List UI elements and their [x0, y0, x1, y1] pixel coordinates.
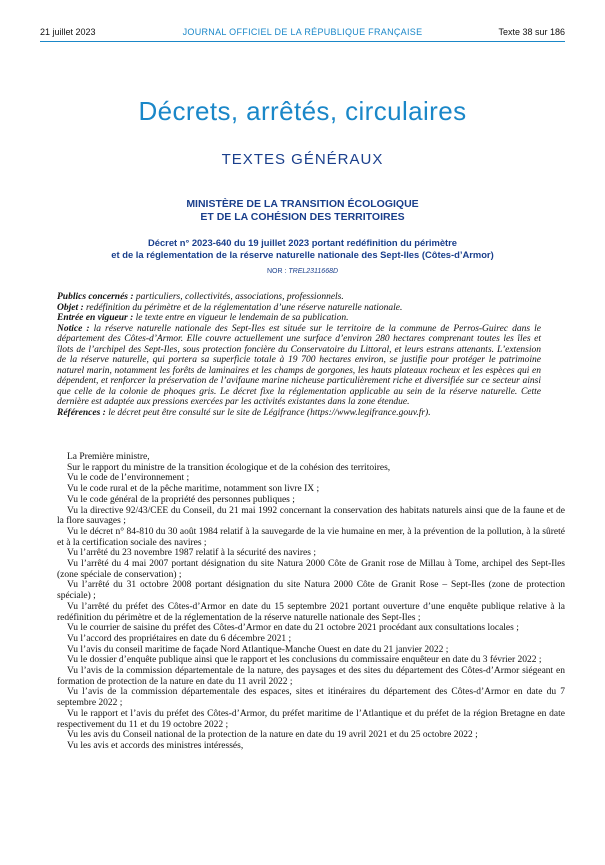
summary-entree	[57, 313, 541, 324]
visa-paragraph: Vu le dossier d’enquête publique ainsi que le rapport et les conclusions du commissaire enquêteur en date du 3 février 2022 ;	[67, 655, 542, 666]
visa-paragraph: Vu l’arrêté du 31 octobre 2008 portant désignation du site Natura 2000 Côte de Granit Rose – Sept-Iles (zone de protection spéciale) ;	[57, 580, 565, 602]
decree-title-line-1: Décret n° 2023-640 du 19 juillet 2023 portant redéfinition du périmètre	[147, 237, 458, 248]
ministry-line-2: ET DE LA COHÉSION DES TERRITOIRES	[200, 211, 405, 223]
nor-label: NOR :	[266, 268, 287, 275]
visa-paragraph: Vu l’avis de la commission départementale des espaces, sites et itinéraires du département des Côtes-d’Armor en date du 7 septembre 2022 ;	[57, 687, 565, 709]
page-header	[40, 27, 565, 41]
journal-name: JOURNAL OFFICIEL DE LA RÉPUBLIQUE FRANÇAISE	[182, 27, 423, 37]
visa-paragraph: Vu l’avis du conseil maritime de façade Nord Atlantique-Manche Ouest en date du 21 janvier 2022 ;	[67, 644, 449, 655]
references-text: le décret peut être consulté sur le site de Légifrance (https://www.legifrance.gouv.fr).	[105, 407, 431, 418]
visa-paragraph: Vu le code de l’environnement ;	[67, 473, 190, 484]
nor-value: TREL2311668D	[288, 268, 339, 275]
summary-notice	[57, 324, 541, 408]
header-rule	[40, 41, 565, 42]
visa-paragraph: Vu l’accord des propriétaires en date du 6 décembre 2021 ;	[67, 633, 292, 644]
notice-text: la réserve naturelle nationale des Sept-Iles est située sur le territoire de la commune de Perros-Guirec dans le département des Côtes-d’Armor. Elle couvre actuellement une surface d’environ 280 hectares comprenant toutes les îles et îlots de l’archipel des Sept-Iles, sous protection foncière du Conservatoire du Littoral, et leurs estrans attenants. L’extension de la réserve naturelle, qui portera sa superficie totale à 19 700 hectares environ, se justifie pour protéger le patrimoine naturel marin, notamment les forêts de laminaires et les champs de gorgones, les hauts plateaux rocheux et les espèces qui en dépendent, et renforcer la préservation de l’avifaune marine nicheuse particulièrement riche et diversifiée sur ce secteur ainsi que celle de la colonie de phoques gris. Le décret fixe la réglementation applicable au sein de la réserve naturelle. Cette dernière est adaptée aux pressions exercées par les activités existantes dans la zone étendue.	[57, 323, 541, 407]
visa-paragraph: Vu le décret n° 84-810 du 30 août 1984 relatif à la sauvegarde de la vie humaine en mer, à la prévention de la pollution, à la sûreté et à la certification sociale des navires ;	[57, 526, 565, 548]
section-title: TEXTES GÉNÉRAUX	[221, 151, 384, 168]
nor-reference	[0, 268, 605, 275]
publics-label: Publics concernés :	[57, 292, 134, 302]
ministry-name	[0, 198, 605, 224]
visa-paragraph: Vu les avis du Conseil national de la protection de la nature en date du 19 avril 2021 et du 25 octobre 2022 ;	[67, 730, 478, 741]
decree-summary	[57, 292, 541, 418]
visa-paragraph: Vu le rapport et l’avis du préfet des Côtes-d’Armor, du préfet maritime de l’Atlantique et du préfet de la région Bretagne en date respectivement du 11 et du 19 octobre 2022 ;	[57, 708, 565, 730]
visa-paragraph: Vu la directive 92/43/CEE du Conseil, du 21 mai 1992 concernant la conservation des habitats naturels ainsi que de la faune et de la flore sauvages ;	[57, 505, 565, 527]
visa-paragraph: Vu les avis et accords des ministres intéressés,	[67, 740, 244, 751]
header-date: 21 juillet 2023	[40, 27, 96, 37]
summary-objet	[57, 303, 541, 314]
decree-title-line-2: et de la réglementation de la réserve naturelle nationale des Sept-Iles (Côtes-d’Armor)	[111, 249, 494, 260]
text-number: Texte 38 sur 186	[498, 27, 565, 37]
body-paragraph: Sur le rapport du ministre de la transition écologique et de la cohésion des territoires,	[67, 462, 391, 473]
ministry-line-1: MINISTÈRE DE LA TRANSITION ÉCOLOGIQUE	[186, 198, 419, 210]
page-title: Décrets, arrêtés, circulaires	[138, 96, 467, 126]
references-label: Références :	[57, 407, 106, 418]
visa-paragraph: Vu l’arrêté du 23 novembre 1987 relatif à la sécurité des navires ;	[67, 548, 316, 559]
objet-label: Objet :	[57, 302, 84, 313]
entree-label: Entrée en vigueur :	[57, 313, 134, 323]
visa-paragraph: Vu le code général de la propriété des personnes publiques ;	[67, 494, 295, 505]
notice-label: Notice :	[57, 323, 90, 334]
summary-publics	[57, 292, 541, 303]
visa-paragraph: Vu l’arrêté du préfet des Côtes-d’Armor en date du 15 septembre 2021 portant ouverture d’une enquête publique relative à la redéfinition du périmètre et de la réglementation de la réserve naturelle nationale des Sept-Iles ;	[57, 601, 565, 623]
body-paragraph: La Première ministre,	[67, 452, 150, 462]
entree-text: le texte entre en vigueur le lendemain de sa publication.	[133, 313, 349, 323]
decree-title	[0, 237, 605, 261]
visa-paragraph: Vu l’arrêté du 4 mai 2007 portant désignation du site Natura 2000 Côte de Granit rose de Millau à Tome, archipel des Sept-Iles (zone spéciale de conservation) ;	[57, 559, 565, 580]
summary-references	[57, 408, 541, 419]
visa-paragraph: Vu le courrier de saisine du préfet des Côtes-d’Armor en date du 21 octobre 2021 procédant aux consultations locales ;	[67, 623, 519, 634]
visa-paragraph: Vu le code rural et de la pêche maritime, notamment son livre IX ;	[67, 484, 320, 495]
visa-paragraph: Vu l’avis de la commission départementale de la nature, des paysages et des sites du département des Côtes-d’Armor siégeant en formation de protection de la nature en date du 11 avril 2022 ;	[57, 666, 565, 687]
publics-text: particuliers, collectivités, associations, professionnels.	[133, 292, 344, 302]
objet-text: redéfinition du périmètre et de la réglementation d’une réserve naturelle nationale.	[83, 302, 403, 313]
decree-body	[57, 452, 565, 752]
